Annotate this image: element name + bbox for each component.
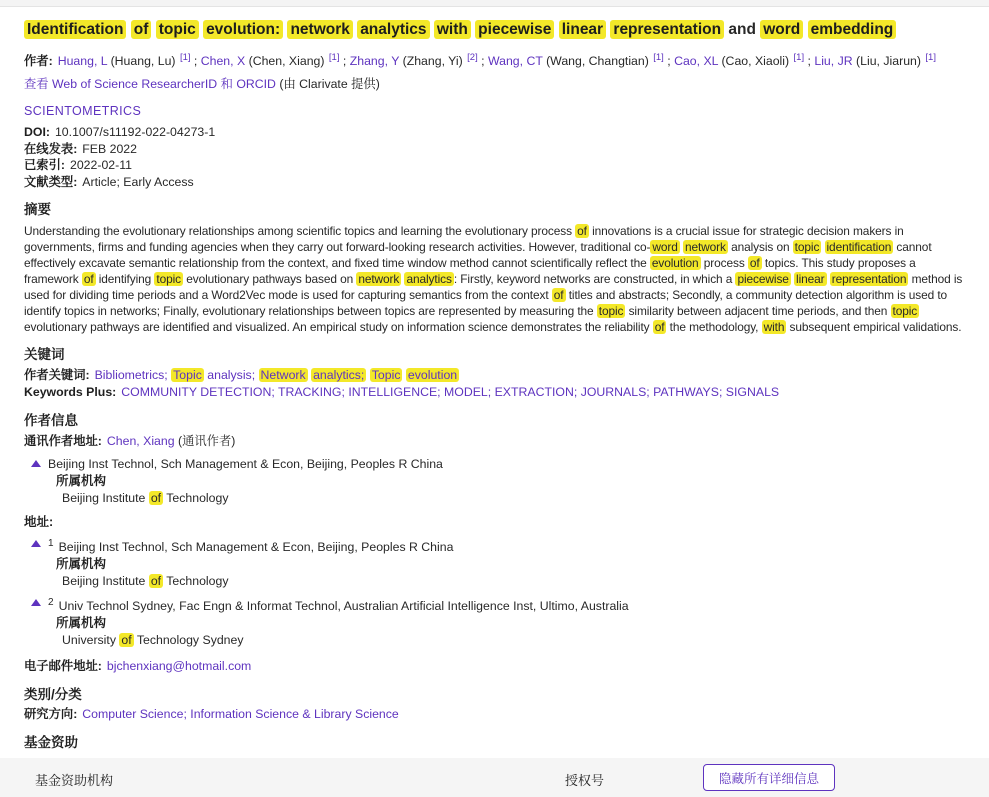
funding-agency-column-header: 基金资助机构 [35, 773, 114, 788]
text-run: (由 Clarivate 提供) [275, 77, 380, 91]
categories-heading: 类别/分类 [24, 687, 82, 702]
highlighted-text: of [83, 272, 94, 286]
text-run [803, 21, 807, 38]
address-entry-2 [24, 595, 967, 648]
highlighted-text: evolution [651, 256, 699, 270]
highlighted-text: linear [559, 20, 606, 39]
highlighted-text: analytics [406, 272, 452, 286]
article-title [24, 20, 967, 40]
text-run: Beijing Institute [62, 574, 149, 588]
text-run: (Cao, Xiaoli) [718, 54, 793, 68]
link-text[interactable]: Wang, CT [487, 54, 543, 68]
link-text[interactable]: Information Science & Library Science [190, 707, 399, 721]
affiliation-label: 所属机构 [56, 557, 107, 571]
text-run: (通讯作者) [174, 434, 236, 448]
meta-rows [24, 124, 967, 190]
hide-details-button[interactable]: 隐藏所有详细信息 [703, 764, 835, 791]
highlighted-text: topic [794, 240, 820, 254]
collapse-triangle-icon[interactable] [31, 599, 41, 606]
indexed-row [24, 157, 967, 174]
text-run: Technology [163, 574, 229, 588]
keywords-plus-list [121, 385, 779, 399]
author-keywords-row [24, 366, 967, 384]
collapse-triangle-icon[interactable] [31, 540, 41, 547]
keywords-plus-label: Keywords Plus: [24, 385, 117, 399]
highlighted-link-text[interactable]: analytics; [313, 368, 365, 382]
highlighted-text: identification [826, 240, 892, 254]
keywords-plus-row [24, 384, 967, 401]
text-run: Technology Sydney [133, 633, 244, 647]
authors-label: 作者: [24, 54, 53, 68]
text-run: : Firstly, keyword networks are constructed, in which a [453, 272, 736, 286]
highlighted-text: representation [831, 272, 907, 286]
text-run: (Liu, Jiarun) [852, 54, 925, 68]
journal-name-link[interactable]: SCIENTOMETRICS [24, 104, 142, 118]
addresses-label: 地址: [24, 515, 54, 529]
affiliation-superscript: [1] [653, 52, 664, 63]
link-text[interactable]: INTELLIGENCE; [348, 385, 441, 399]
text-run: process [700, 256, 748, 270]
link-text[interactable]: Chen, X [200, 54, 246, 68]
article-content [0, 20, 989, 797]
corresponding-author-label: 通讯作者地址: [24, 434, 102, 448]
link-text[interactable]: Chen, Xiang [106, 434, 175, 448]
highlighted-text: representation [610, 20, 724, 39]
address-number: 2 [48, 597, 54, 608]
text-run: cannot effectively excavate semantic relationship from the context, and fixed time window method cannot scientifically reflect the [24, 240, 932, 270]
affiliation-superscript: [1] [179, 52, 191, 63]
address-number: 1 [48, 538, 54, 549]
link-text[interactable]: PATHWAYS; [653, 385, 723, 399]
text-run: and [724, 21, 761, 38]
link-text[interactable]: MODEL; [444, 385, 492, 399]
text-run: Technology [163, 491, 229, 505]
highlighted-text: Identification [24, 20, 126, 39]
highlighted-text: embedding [808, 20, 897, 39]
funding-table-header [0, 758, 989, 797]
highlighted-link-text[interactable]: Topic [371, 368, 401, 382]
text-run: University [62, 633, 120, 647]
highlighted-text: with [763, 320, 785, 334]
published-value: FEB 2022 [82, 141, 137, 156]
text-run: subsequent empirical validations. [786, 320, 962, 334]
author-keywords-list [95, 368, 460, 382]
highlighted-text: of [749, 256, 760, 270]
text-run: analysis on [727, 240, 793, 254]
text-run: Beijing Institute [62, 491, 149, 505]
text-run: (Zhang, Yi) [399, 54, 467, 68]
highlighted-text: of [150, 491, 162, 505]
doc-type-label: 文献类型: [24, 174, 78, 189]
text-run: ; [339, 54, 350, 68]
link-text[interactable]: Liu, JR [814, 54, 853, 68]
highlighted-text: piecewise [475, 20, 554, 39]
corresponding-address-entry [24, 456, 967, 506]
text-run: ; [477, 54, 488, 68]
text-run: the methodology, [666, 320, 762, 334]
published-row [24, 141, 967, 158]
highlighted-text: topic [598, 304, 624, 318]
keywords-heading: 关键词 [24, 347, 65, 362]
highlighted-text: network [358, 272, 400, 286]
highlighted-text: with [434, 20, 471, 39]
author-keywords-label: 作者关键词: [24, 368, 90, 382]
text-run: topics. This study proposes a framework [24, 256, 916, 286]
highlighted-text: of [654, 320, 665, 334]
top-divider [0, 0, 989, 7]
abstract-text [24, 223, 967, 335]
highlighted-text: network [287, 20, 352, 39]
affiliation-superscript: [1] [328, 52, 340, 63]
research-areas-label: 研究方向: [24, 707, 78, 721]
text-run: evolutionary pathways are identified and visualized. An empirical study on information science demonstrates the reliability [24, 320, 653, 334]
affiliation-name[interactable] [48, 490, 967, 506]
link-text[interactable]: Bibliometrics; [94, 368, 168, 382]
email-label: 电子邮件地址: [24, 659, 102, 673]
highlighted-text: topic [156, 272, 182, 286]
researcherid-row [24, 76, 967, 92]
highlighted-text: analytics [357, 20, 429, 39]
doc-type-value: Article; Early Access [82, 174, 194, 189]
affiliation-name[interactable] [48, 632, 967, 648]
link-text[interactable]: COMMUNITY DETECTION; [121, 385, 275, 399]
address-value: Univ Technol Sydney, Fac Engn & Informat Technol, Australian Artificial Intelligence Inst, Ultimo, Australia [58, 599, 629, 613]
text-run: method is used for dividing time periods and a Word2Vec mode is used for capturing semantics from the context [24, 272, 963, 302]
highlighted-text: of [553, 288, 564, 302]
affiliation-label: 所属机构 [56, 616, 107, 630]
affiliation-superscript: [1] [925, 52, 936, 63]
affiliation-superscript: [1] [793, 52, 805, 63]
author-info-heading: 作者信息 [24, 413, 78, 428]
highlighted-text: of [131, 20, 152, 39]
indexed-label: 已索引: [24, 158, 65, 172]
link-text[interactable]: JOURNALS; [580, 385, 650, 399]
doc-type-row [24, 174, 967, 191]
highlighted-text: word [652, 240, 678, 254]
text-run: identifying [95, 272, 155, 286]
highlighted-text: topic [892, 304, 918, 318]
link-text[interactable]: analysis; [207, 368, 256, 382]
text-run: similarity between adjacent time periods, and then [625, 304, 891, 318]
address-value: Beijing Inst Technol, Sch Management & Econ, Beijing, Peoples R China [58, 540, 454, 554]
doi-label: DOI: [24, 125, 50, 139]
collapse-triangle-icon[interactable] [31, 460, 41, 467]
authors-row [24, 49, 967, 70]
text-run: (Chen, Xiang) [245, 54, 328, 68]
text-run: (Huang, Lu) [107, 54, 179, 68]
link-text[interactable]: SIGNALS [725, 385, 780, 399]
link-text[interactable]: Zhang, Y [349, 54, 400, 68]
affiliation-name[interactable] [48, 573, 967, 589]
research-areas-row [24, 706, 967, 723]
funding-heading: 基金资助 [24, 735, 78, 750]
affiliation-label: 所属机构 [56, 474, 107, 488]
text-run: Understanding the evolutionary relationships among scientific topics and learning the evolutionary process [24, 224, 576, 238]
grant-number-column-header: 授权号 [565, 773, 605, 788]
highlighted-text: evolution: [203, 20, 283, 39]
highlighted-link-text[interactable]: evolution [407, 368, 458, 382]
abstract-heading: 摘要 [24, 202, 51, 217]
highlighted-text: linear [796, 272, 825, 286]
text-run: (Wang, Changtian) [542, 54, 653, 68]
highlighted-text: network [684, 240, 726, 254]
link-text[interactable]: EXTRACTION; [494, 385, 578, 399]
highlighted-text: of [121, 633, 132, 647]
highlighted-link-text[interactable]: Topic [173, 368, 202, 382]
link-text[interactable]: Cao, XL [674, 54, 719, 68]
text-run: titles and abstracts; Secondly, a community detection algorithm is used to identify topics in networks; Finally, evolutionary relationships between topics are represented by measuring the [24, 288, 948, 318]
address-text [48, 536, 967, 555]
link-text[interactable]: Computer Science; [82, 707, 187, 721]
highlighted-text: topic [156, 20, 199, 39]
affiliation-superscript: [2] [467, 52, 478, 63]
text-run: innovations is a crucial issue for strategic decision makers in governments, firms and funding agencies when they carry out forward-looking research activities. However, traditional co- [24, 224, 904, 254]
authors-list [58, 54, 936, 68]
link-text[interactable]: TRACKING; [277, 385, 345, 399]
address-text [48, 595, 967, 614]
text-run: evolutionary pathways based on [183, 272, 357, 286]
link-text[interactable]: Huang, L [57, 54, 108, 68]
corresponding-author-value [107, 434, 235, 448]
indexed-value: 2022-02-11 [70, 158, 132, 172]
highlighted-text: of [150, 574, 162, 588]
address-text: Beijing Inst Technol, Sch Management & Econ, Beijing, Peoples R China [48, 457, 443, 471]
corresponding-author-row [24, 433, 967, 450]
email-link[interactable]: bjchenxiang@hotmail.com [106, 659, 252, 673]
doi-value: 10.1007/s11192-022-04273-1 [54, 125, 216, 139]
link-text[interactable]: 查看 Web of Science ResearcherID 和 ORCID [24, 77, 276, 91]
text-run: ; [190, 54, 201, 68]
text-run: ; [663, 54, 675, 68]
highlighted-text: of [577, 224, 587, 238]
highlighted-text: piecewise [737, 272, 789, 286]
highlighted-text: word [760, 20, 803, 39]
address-entry-1 [24, 536, 967, 589]
doi-row [24, 124, 967, 141]
published-label: 在线发表: [24, 141, 78, 156]
highlighted-link-text[interactable]: Network [260, 368, 306, 382]
email-row [24, 658, 967, 675]
text-run: ; [804, 54, 815, 68]
research-areas-list [82, 707, 398, 721]
